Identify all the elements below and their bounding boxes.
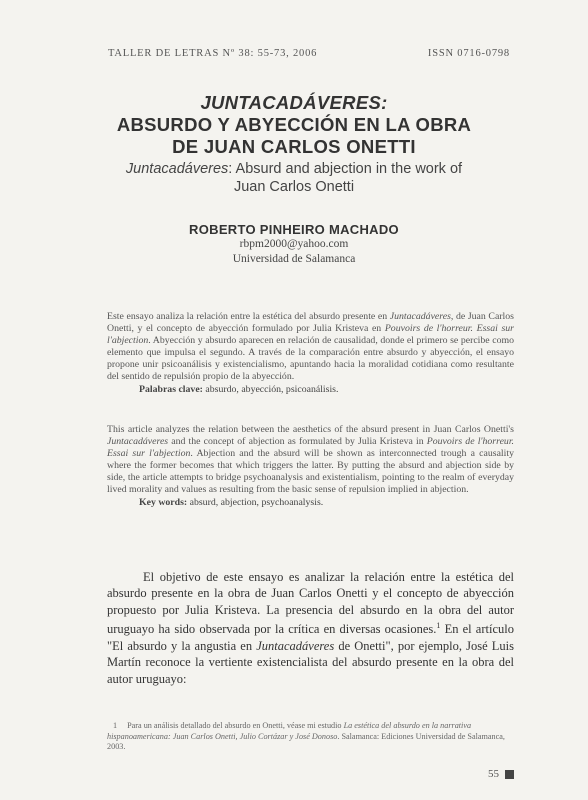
english-title-line-2: Juan Carlos Onetti	[233, 179, 355, 195]
abstract-english-text: This article analyzes the relation between the aesthetics of the absurd present in Juan Carlos Onetti's Juntacadáveres and the concept of abjection as formulated by Julia Kristeva in Pouvoirs de l'horreur. Essai sur l'abjection. Abjection and the absurd will be shown as interconnected trough a causality where the former becomes that which triggers the latter. By putting the absurd and abjection side by side, the article attempts to bridge psychoanalysis and existentialism, pointing to the realm of everyday lived morality and values as resulting from the basic sense of repulsion implied in abjection.	[107, 424, 514, 496]
abstract-spanish	[107, 311, 514, 396]
running-header	[108, 48, 510, 59]
title-line-2: ABSURDO Y ABYECCIÓN EN LA OBRA	[116, 114, 472, 135]
page-number	[488, 768, 514, 780]
keywords-spanish: Palabras clave: absurdo, abyección, psicoanálisis.	[139, 383, 339, 395]
title-line-3: DE JUAN CARLOS ONETTI	[172, 136, 416, 157]
author-block	[0, 222, 588, 267]
abstract-spanish-text: Este ensayo analiza la relación entre la estética del absurdo presente en Juntacadáveres, de Juan Carlos Onetti, y el concepto de abyección formulado por Julia Kristeva en Pouvoirs de l'horreur. Essai sur l'abjection. Abyección y absurdo aparecen en relación de causalidad, donde el primero se percibe como elemento que impulsa el segundo. A través de la comparación entre absurdo y abyección, el ensayo propone unir psicoanálisis y existencialismo, apuntando hacia la moralidad cotidiana como resultante del sentido de repulsión propio de la abyección.	[107, 311, 514, 383]
abstract-english	[107, 424, 514, 509]
keywords-english: Key words: absurd, abjection, psychoanalysis.	[139, 496, 324, 508]
footnote: 1 Para un análisis detallado del absurdo en Onetti, véase mi estudio La estética del absurdo en la narrativa hispanoamericana: Juan Carlos Onetti, Julio Cortázar y José Donoso. Salamanca: Ediciones Universidad de Salamanca, 2003.	[107, 721, 505, 751]
title-line-1: JUNTACADÁVERES:	[200, 92, 388, 113]
english-title-italic: Juntacadáveres	[125, 161, 229, 177]
english-title	[0, 160, 588, 196]
issn: ISSN 0716-0798	[427, 48, 510, 59]
journal-citation: TALLER DE LETRAS Nº 38: 55-73, 2006	[108, 48, 318, 59]
footnote-ref[interactable]: 1	[436, 621, 441, 631]
author-email: rbpm2000@yahoo.com	[239, 238, 349, 250]
english-title-rest: : Absurd and abjection in the work of	[228, 161, 463, 177]
footnote-number: 1	[113, 721, 118, 730]
author-name: ROBERTO PINHEIRO MACHADO	[189, 222, 399, 237]
page-number-text: 55	[488, 768, 499, 780]
page-marker-square	[505, 770, 514, 779]
body-paragraph: El objetivo de este ensayo es analizar la relación entre la estética del absurdo presente en la obra de Juan Carlos Onetti y el concepto de abyección propuesto por Julia Kristeva. La presencia del absurdo en la obra del autor uruguayo ha sido observada por la crítica en diversas ocasiones.$^1$ En el artículo "El absurdo y la angustia en Juntacadáveres de Onetti", por ejemplo, José Luis Martín reconoce la vertiente existencialista del absurdo presente en la obra del autor uruguayo:	[107, 570, 515, 686]
title-block	[0, 92, 588, 196]
author-institution: Universidad de Salamanca	[232, 253, 356, 265]
